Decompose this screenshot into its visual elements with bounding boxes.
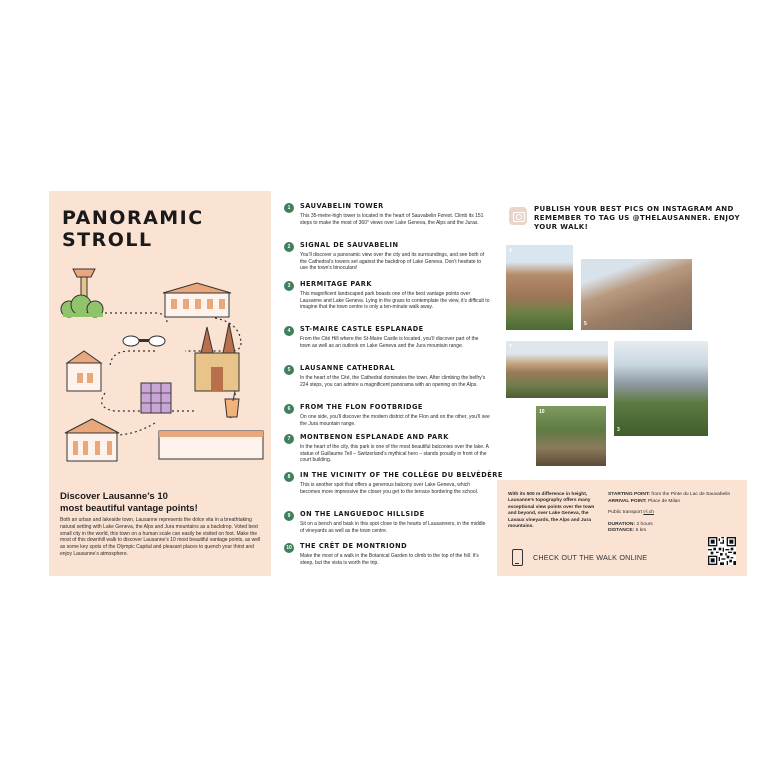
topography-description: With its 500 m difference in height, Lausanne’s topography offers many exceptional view points over the town and beyond, over Lake Geneva, the Lavaux vineyards, the Alps and Jura mountains. <box>508 492 595 530</box>
photo-number: 4 <box>509 248 512 254</box>
public-transport <box>608 510 740 517</box>
stop-title: SAUVABELIN TOWER <box>300 202 384 210</box>
stop-description: This 35-metre-high tower is located in the heart of Sauvabelin Forest. Climb its 151 steps to make the most of 360° views over Lake Geneva, the Alps and the Juras. <box>300 213 484 226</box>
arrival-point <box>608 499 740 506</box>
walk-details <box>608 492 740 535</box>
stop-description: This is another spot that offers a generous balcony over Lake Geneva, which becomes more impressive the closer you get to the terrace bordering the school. <box>300 482 479 495</box>
discover-line-2: most beautiful vantage points! <box>60 503 198 514</box>
stop-number-badge: 4 <box>284 326 294 336</box>
stop-title: HERMITAGE PARK <box>300 280 372 288</box>
phone-icon <box>512 549 523 566</box>
stop-number-badge: 7 <box>284 434 294 444</box>
stop-title: FROM THE FLON FOOTBRIDGE <box>300 403 423 411</box>
photo-esplanade <box>506 341 608 398</box>
stop-description: Sit on a bench and bask in this spot close to the hearts of Lausanners, in the middle of vineyards as well as the town centre. <box>300 521 486 534</box>
stop-description: On one side, you’ll discover the modern district of the Flon and on the other, you’ll see the Jura mountain range. <box>300 414 490 427</box>
stop-number-badge: 5 <box>284 365 294 375</box>
drink-icon <box>225 391 239 417</box>
photo-lake-view <box>614 341 708 436</box>
intro-text: Both an urban and lakeside town, Lausanne represents the dolce vita in a breathtaking natural setting with Lake Geneva, the Alps and Jura mountains as a backdrop. Voted best small city in the world, this town on a human scale can easily be visited on foot. Make the most of this downhill walk to discover Lausanne’s 10 most beautiful vantage points, as well as some key spots of the Olympic Capital and pleasant places to quench your thirst and enjoy Lausanne’s atmosphere. <box>60 517 261 557</box>
duration-label: DURATION: <box>608 521 636 527</box>
photo-castle <box>506 245 573 330</box>
stop-description: From the Cité Hill where the St-Maire Castle is located, you’ll discover part of the town as well as an outlook on Lake Geneva and the Jura mountain range. <box>300 336 479 349</box>
photo-number: 10 <box>539 409 545 415</box>
stop-title: IN THE VICINITY OF THE COLLÈGE DU BELVÉDÈRE <box>300 471 503 479</box>
transport-label: Public transport <box>608 510 642 516</box>
stop-description: In the heart of the city, this park is one of the most beautiful balconies over the lake. A statue of Guillaume Tell – Switzerland’s mythical hero – stands proudly in front of the court building. <box>300 444 489 463</box>
arrival-value: Place de Milan <box>648 498 681 504</box>
stop-title: MONTBENON ESPLANADE AND PARK <box>300 433 449 441</box>
starting-point <box>608 492 740 499</box>
discover-line-1: Discover Lausanne’s 10 <box>60 491 168 502</box>
photo-number: 7 <box>509 344 512 350</box>
arrival-label: ARRIVAL POINT: <box>608 498 647 504</box>
photo-number: 5 <box>584 321 587 327</box>
stop-title: LAUSANNE CATHEDRAL <box>300 364 395 372</box>
stop-number-badge: 1 <box>284 203 294 213</box>
binoculars-icon <box>123 336 165 346</box>
route-illustration <box>55 263 267 473</box>
tower-icon <box>61 269 103 317</box>
title-line-1: PANORAMIC <box>62 207 204 229</box>
distance-value: 6 km <box>635 528 647 534</box>
page-title <box>62 207 204 251</box>
court-building-icon <box>65 419 119 461</box>
instagram-icon <box>509 207 527 225</box>
walk-info-box <box>497 480 747 576</box>
stop-number-badge: 8 <box>284 472 294 482</box>
stop-title: THE CRÊT DE MONTRIOND <box>300 542 408 550</box>
title-line-2: STROLL <box>62 229 153 251</box>
flon-building-icon <box>141 383 171 413</box>
stop-title: SIGNAL DE SAUVABELIN <box>300 241 399 249</box>
stop-number-badge: 10 <box>284 543 294 553</box>
stop-description: This magnificent landscaped park boasts one of the best vantage points over Lausanne and Lake Geneva. Lying in the grass to contemplate the view, it’s difficult to imagine that the town centre is only a ten-minute walk away. <box>300 291 490 310</box>
photo-botanical-garden <box>536 406 606 466</box>
starting-value: from the Pinte du Lac de Sauvabelin <box>651 492 731 497</box>
discover-heading <box>60 491 265 515</box>
stop-description: Make the most of a walk in the Botanical Garden to climb to the top of the hill. It’s steep, but the vista is worth the trip. <box>300 553 479 566</box>
starting-label: STARTING POINT: <box>608 492 651 497</box>
cathedral-icon <box>195 323 239 391</box>
hermitage-icon <box>163 283 231 317</box>
stop-description: You’ll discover a panoramic view over the city and its surroundings, and see both of the Cathedral’s towers set against the backdrop of Lake Geneva. Don’t hesitate to use the town’s binoculars! <box>300 252 485 271</box>
duration-value: 2 hours <box>636 521 653 527</box>
check-walk-online-link[interactable]: CHECK OUT THE WALK ONLINE <box>533 553 648 562</box>
photo-cathedral-view <box>581 259 692 330</box>
photo-number: 3 <box>617 427 620 433</box>
transport-link[interactable]: t-l.ch <box>643 510 654 516</box>
stop-number-badge: 2 <box>284 242 294 252</box>
stop-number-badge: 6 <box>284 404 294 414</box>
instagram-callout: PUBLISH YOUR BEST PICS ON INSTAGRAM AND REMEMBER TO TAG US @THELAUSANNER. ENJOY YOUR WALK! <box>534 205 740 231</box>
stop-title: ST-MAIRE CASTLE ESPLANADE <box>300 325 424 333</box>
left-panel <box>49 191 271 576</box>
stop-number-badge: 3 <box>284 281 294 291</box>
stop-number-badge: 9 <box>284 511 294 521</box>
qr-code-icon[interactable] <box>708 537 736 565</box>
stop-description: In the heart of the Cité, the Cathedral dominates the town. After climbing the belfry’s 224 steps, you can admire a magnificent panorama with an opening on the Alps. <box>300 375 486 388</box>
distance-label: DISTANCE: <box>608 528 635 534</box>
castle-icon <box>67 351 101 391</box>
school-icon <box>159 431 263 459</box>
stop-title: ON THE LANGUEDOC HILLSIDE <box>300 510 425 518</box>
distance <box>608 528 740 535</box>
